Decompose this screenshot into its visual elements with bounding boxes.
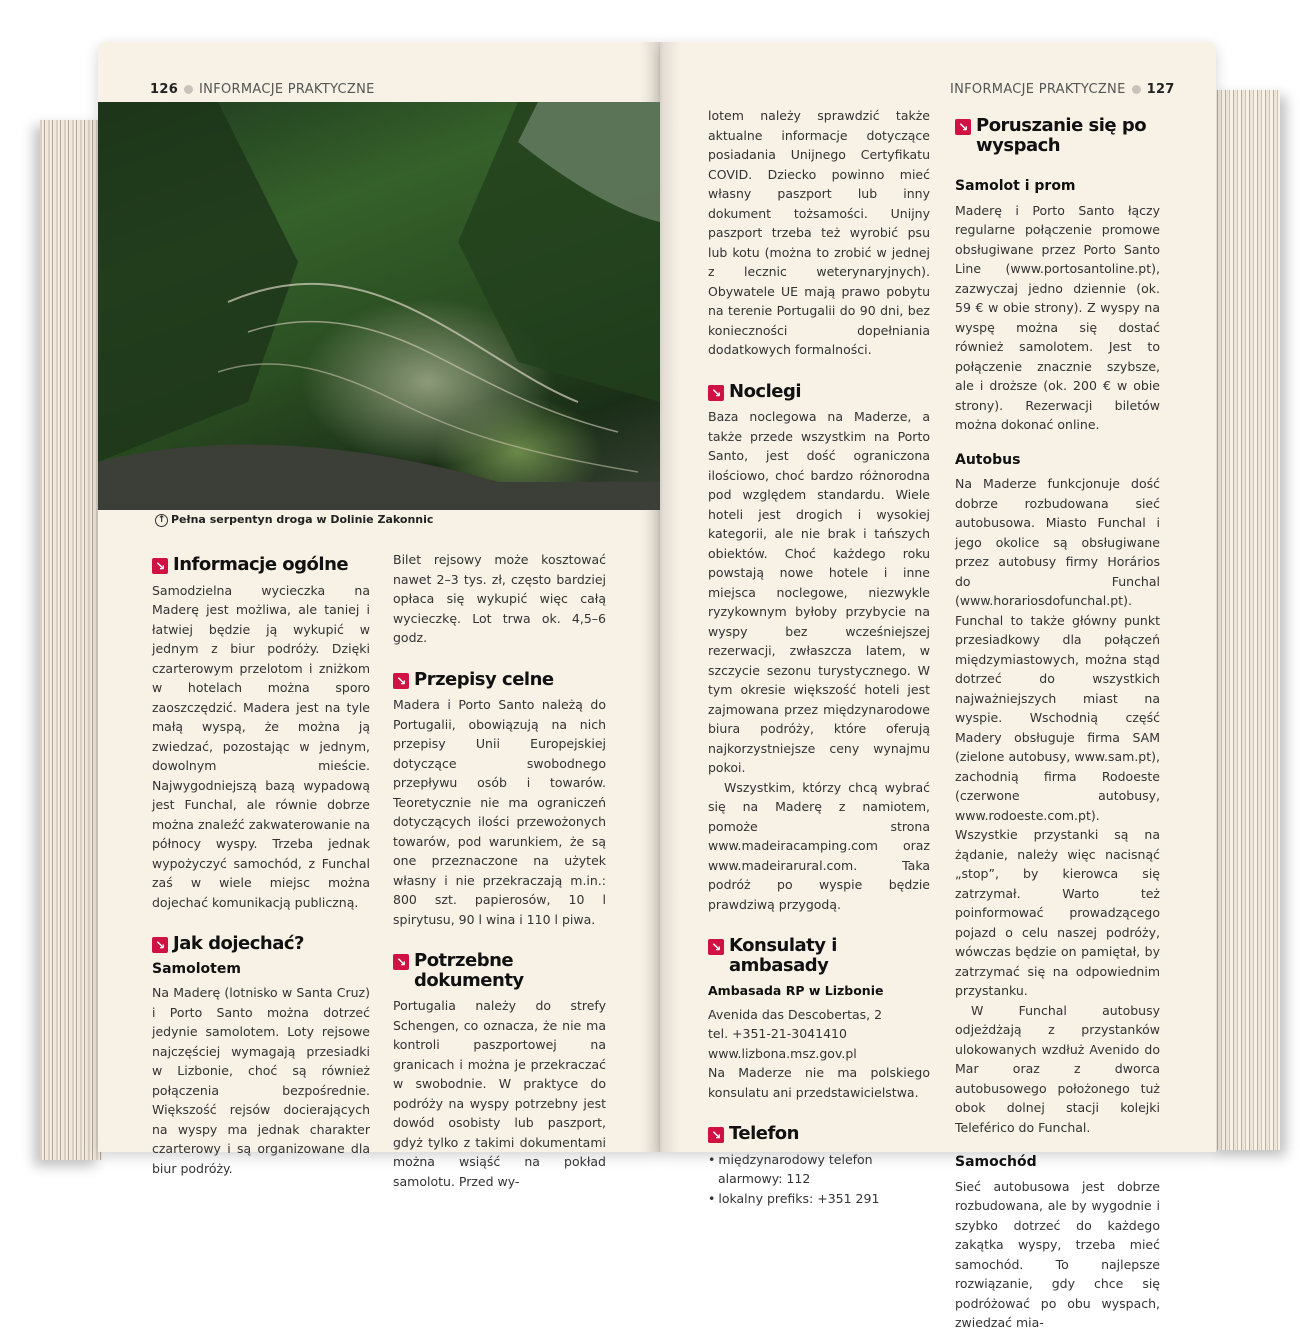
arrow-bullet-icon: ↘ <box>708 385 724 401</box>
subheading-autobus: Autobus <box>955 451 1021 468</box>
paragraph-autobus-1: Na Maderze funkcjonuje dość dobrze rozbudowana sieć autobusowa. Miasto Funchal i jego okolice są obsługiwane przez autobusy firmy Horários do Funchal (www.horariosdofunchal.pt). Funchal to także główny punkt przesiadkowy dla połączeń międzymiastowych, można stąd dotrzeć do wszystkich najważniejszych miast na wyspie. Wschodnią część Madery obsługuje firma SAM (zielone autobusy, www.sam.pt), zachodnią firma Rodoeste (czerwone autobusy, www.rodoeste.com.pt). Wszystkie przystanki są na żądanie, należy więc nacisnąć „stop”, by kierowca się zatrzymał. Warto też poinformować prowadzącego pojazd o celu naszej podróży, wówczas będzie on pamiętał, by zatrzymać się na odpowiednim przystanku. <box>955 476 1160 998</box>
subheading-samolotem: Samolotem <box>152 960 241 977</box>
subheading-samolot-i-prom: Samolot i prom <box>955 178 1076 194</box>
right-column-2 <box>955 116 1160 1333</box>
list-item: • lokalny prefiks: +351 291 <box>708 1189 930 1209</box>
paragraph-dokumenty: Portugalia należy do strefy Schengen, co oznacza, że nie ma kontroli paszportowej na granicach i można je przekraczać w swobodnie. W praktyce do podróży na wyspy potrzebny jest dowód osobisty lub paszport, gdyż tylko z takimi dokumentami można wsiąść na pokład samolotu. Przed wy- <box>393 998 606 1189</box>
left-header-title: INFORMACJE PRAKTYCZNE <box>199 82 375 97</box>
paragraph-autobus-2: W Funchal autobusy odjeżdżają z przystanków ulokowanych wzdłuż Avenido do Mar oraz z dworca autobusowego położonego tuż obok dolnej stacji kolejki Teleférico do Funchal. <box>955 1002 1160 1135</box>
paragraph-samolot-i-prom: Maderę i Porto Santo łączy regularne połączenie promowe obsługiwane przez Porto Santo Line (www.portosantoline.pt), zazwyczaj jedno dziennie (ok. 59 € w obie strony). Z wyspy na wyspę można się dostać również samolotem. Jest to połączenie znacznie szybsze, ale i droższe (ok. 200 € w obie strony). Rezerwacji biletów można dokonać online. <box>955 202 1160 432</box>
header-dot-icon <box>1132 85 1141 94</box>
subheading-ambasada: Ambasada RP w Lizbonie <box>708 983 884 998</box>
valley-photo <box>98 102 660 510</box>
right-page-number: 127 <box>1146 82 1175 97</box>
section-heading-poruszanie: ↘ Poruszanie się po wyspach <box>955 116 1160 155</box>
right-header-title: INFORMACJE PRAKTYCZNE <box>950 82 1126 97</box>
arrow-bullet-icon: ↘ <box>152 937 168 953</box>
photo-caption: ↑ Pełna serpentyn droga w Dolinie Zakonnic <box>155 513 433 527</box>
header-dot-icon <box>184 85 193 94</box>
book-page-edges-left <box>40 120 102 1160</box>
book-page-edges-right <box>1210 90 1280 1150</box>
left-column-1 <box>152 555 370 1178</box>
arrow-bullet-icon: ↘ <box>393 954 409 970</box>
arrow-bullet-icon: ↘ <box>708 939 724 955</box>
subheading-samochod: Samochód <box>955 1154 1037 1170</box>
right-column-1 <box>708 106 930 1208</box>
valley-photo-illustration <box>98 102 660 510</box>
paragraph-informacje: Samodzielna wycieczka na Maderę jest możliwa, ale taniej i łatwiej będzie ją wykupić w jednym z biur podróży. Dzięki czarterowym przelotom i zniżkom w hotelach można sporo zaoszczędzić. Madera jest na tyle małą wyspą, że można ją zwiedzać, pozostając w jednym, dowolnym mieście. Najwygodniejszą bazą wypadową jest Funchal, ale równie dobrze można znaleźć zakwaterowanie na północy wyspy. Trzeba jednak wypożyczyć samochód, z Funchal zaś w wiele miejsc można dojechać komunikacją publiczną. <box>152 582 370 910</box>
phone-line: tel. +351-21-3041410 <box>708 1026 847 1041</box>
arrow-up-icon: ↑ <box>155 514 168 527</box>
left-column-2 <box>393 550 606 1191</box>
section-heading-noclegi: ↘ Noclegi <box>708 382 930 402</box>
section-heading-przepisy: ↘ Przepisy celne <box>393 670 606 690</box>
paragraph-noclegi-1: Baza noclegowa na Maderze, a także przede wszystkim na Porto Santo, jest dość ograniczona ilościowo, choć bardzo różnorodna pod względem standardu. Wiele hoteli jest drogich i wysokiej kategorii, ale nie brak i tańszych obiektów. Choć każdego roku powstają nowe hotele i inne miejsca noclegowe, niezwykle ryzykownym byłoby przybycie na wyspy bez wcześniejszej rezerwacji, zwłaszcza latem, w szczycie sezonu turystycznego. W tym okresie większość hoteli jest zajmowana przez międzynarodowe biura podróży, które oferują najkorzystniejsze ceny wynajmu pokoi. <box>708 409 930 775</box>
section-heading-jak-dojechac: ↘ Jak dojechać? <box>152 934 370 954</box>
paragraph-jak-dojechac: Na Maderę (lotnisko w Santa Cruz) i Porto Santo można dotrzeć jedynie samolotem. Loty rejsowe najczęściej wymagają przesiadki w Lizbonie, choć są również połączenia bezpośrednie. Większość rejsów docierających na wyspy ma jednak charakter czarterowy i są organizowane dla biur podróży. <box>152 985 370 1176</box>
paragraph-samochod: Sieć autobusowa jest dobrze rozbudowana, ale by wygodnie i szybko dotrzeć do każdego zakątka wyspy, trzeba mieć samochód. To najlepsze rozwiązanie, gdy chce się podróżować po obu wyspach, zwiedzać mia- <box>955 1178 1160 1330</box>
section-heading-konsulaty: ↘ Konsulaty i ambasady <box>708 936 930 975</box>
arrow-bullet-icon: ↘ <box>393 673 409 689</box>
right-running-header <box>950 82 1175 97</box>
list-item: • międzynarodowy telefon alarmowy: 112 <box>708 1150 930 1189</box>
paragraph-bilet: Bilet rejsowy może kosztować nawet 2–3 tys. zł, często bardziej opłaca się wykupić więc całą wycieczkę. Lot trwa ok. 4,5–6 godz. <box>393 552 606 645</box>
website-link[interactable]: www.lizbona.msz.gov.pl <box>708 1045 857 1061</box>
arrow-bullet-icon: ↘ <box>708 1127 724 1143</box>
arrow-bullet-icon: ↘ <box>955 119 971 135</box>
address-line-1: Avenida das Descobertas, 2 <box>708 1006 883 1022</box>
section-heading-dokumenty: ↘ Potrzebne dokumenty <box>393 951 606 990</box>
paragraph-noclegi-2: Wszystkim, którzy chcą wybrać się na Maderę z namiotem, pomoże strona www.madeiracamping.com oraz www.madeirarural.com. Taka podróż po wyspie będzie prawdziwą przygodą. <box>708 779 930 912</box>
left-running-header <box>150 82 375 97</box>
paragraph-przepisy: Madera i Porto Santo należą do Portugalii, obowiązują na nich przepisy Unii Europejskiej dotyczące swobodnego przepływu osób i towarów. Teoretycznie nie ma ograniczeń dotyczących ilości przewożonych towarów, pod warunkiem, że są one przeznaczone na użytek własny i nie przekraczają m.in.: 800 szt. papierosów, 10 l spirytusu, 90 l wina i 110 l piwa. <box>393 697 606 927</box>
section-heading-informacje: ↘ Informacje ogólne <box>152 555 370 575</box>
paragraph-konsulaty: Na Maderze nie ma polskiego konsulatu ani przedstawicielstwa. <box>708 1065 930 1100</box>
arrow-bullet-icon: ↘ <box>152 558 168 574</box>
section-heading-telefon: ↘ Telefon <box>708 1124 930 1144</box>
paragraph-continuation: lotem należy sprawdzić także aktualne informacje dotyczące posiadania Unijnego Certyfikatu COVID. Dziecko powinno mieć własny paszport lub inny dokument tożsamości. Unijny paszport trzeba też wyrobić psu lub kotu (można to zrobić w jednej z lecznic weterynaryjnych). Obywatele UE mają prawo pobytu na terenie Portugalii do 90 dni, bez konieczności dopełniania dodatkowych formalności. <box>708 108 930 357</box>
left-page-number: 126 <box>150 82 179 97</box>
